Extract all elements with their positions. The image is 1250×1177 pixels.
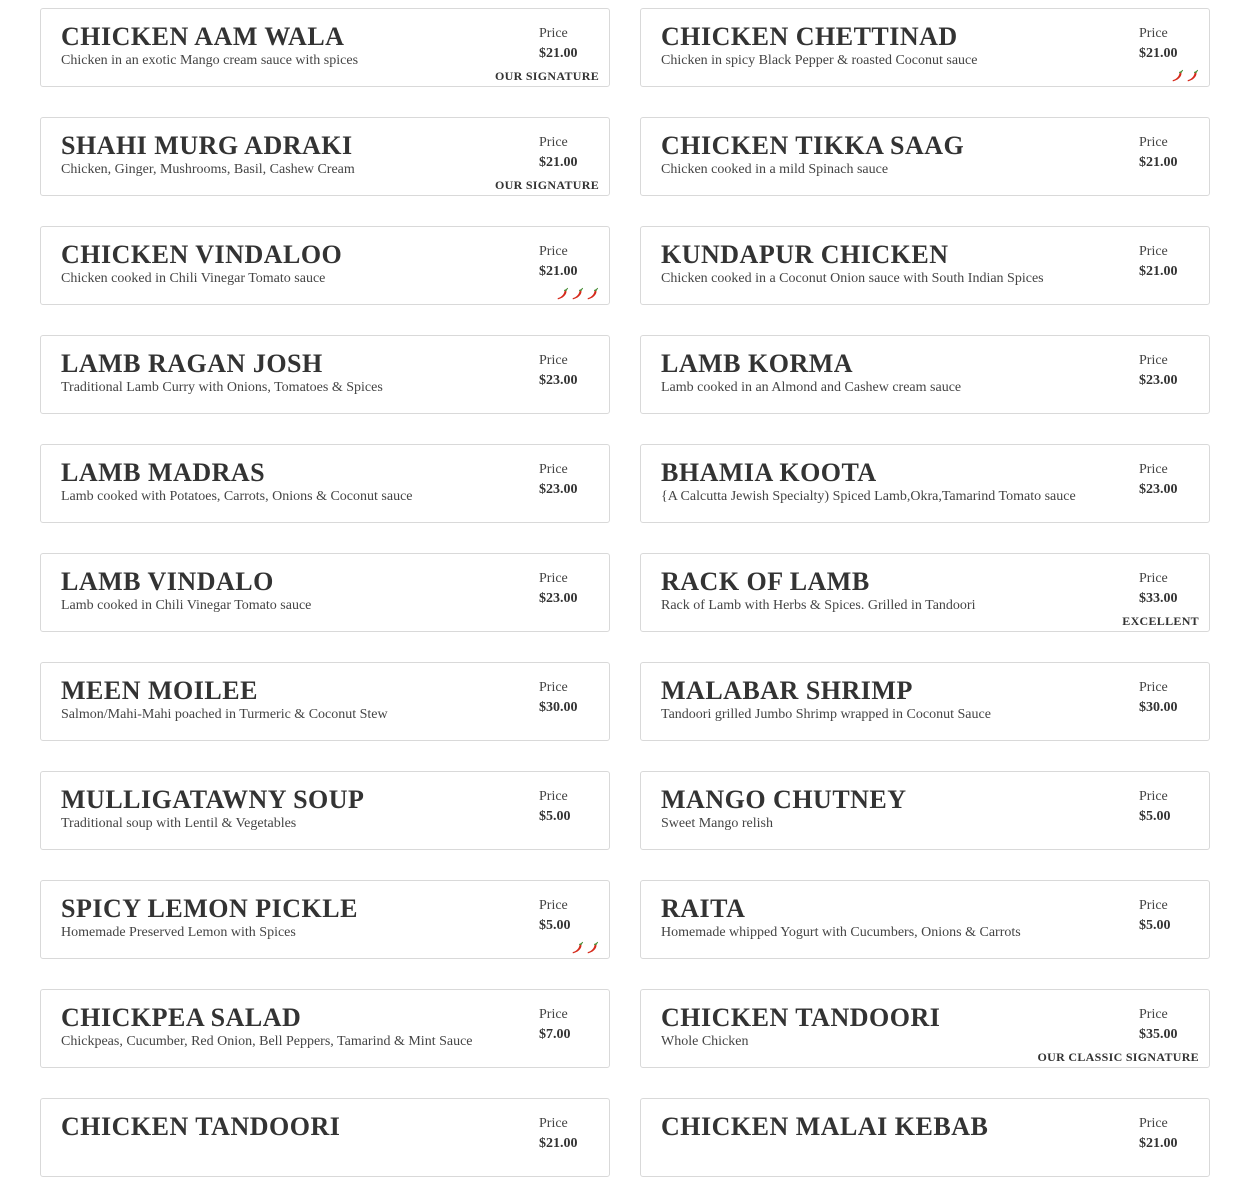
price-label: Price — [539, 244, 568, 259]
menu-item-card[interactable] — [640, 771, 1210, 850]
menu-item-name: CHICKEN VINDALOO — [61, 240, 343, 269]
menu-item-name: MULLIGATAWNY SOUP — [61, 785, 365, 814]
chili-pepper-icon — [571, 287, 584, 300]
menu-item-price: $30.00 — [539, 700, 578, 715]
price-label: Price — [539, 1007, 568, 1022]
price-label: Price — [1139, 898, 1168, 913]
price-label: Price — [1139, 135, 1168, 150]
menu-item-description: Chicken cooked in a mild Spinach sauce — [661, 162, 889, 177]
menu-item-name: KUNDAPUR CHICKEN — [661, 240, 949, 269]
menu-item-card[interactable] — [640, 662, 1210, 741]
menu-item-price: $5.00 — [539, 809, 571, 824]
menu-item-name: BHAMIA KOOTA — [661, 458, 877, 487]
menu-item-description: Chicken cooked in a Coconut Onion sauce with South Indian Spices — [661, 271, 1044, 286]
menu-item-badge: OUR SIGNATURE — [494, 178, 599, 192]
menu-item-name: MALABAR SHRIMP — [661, 676, 913, 705]
menu-item-card[interactable] — [40, 8, 610, 87]
menu-item-name: LAMB VINDALO — [61, 567, 274, 596]
menu-item-card[interactable] — [40, 226, 610, 305]
menu-item-card[interactable] — [40, 771, 610, 850]
menu-item-price: $30.00 — [1139, 700, 1178, 715]
price-label: Price — [539, 462, 568, 477]
price-label: Price — [539, 680, 568, 695]
menu-item-description: Tandoori grilled Jumbo Shrimp wrapped in Coconut Sauce — [661, 707, 991, 722]
price-label: Price — [539, 898, 568, 913]
menu-item-price: $5.00 — [1139, 809, 1171, 824]
menu-item-card[interactable] — [40, 989, 610, 1068]
menu-item-price: $33.00 — [1139, 591, 1178, 606]
price-label: Price — [539, 1116, 568, 1131]
menu-item-name: SPICY LEMON PICKLE — [61, 894, 358, 923]
menu-item-price: $5.00 — [539, 918, 571, 933]
price-label: Price — [1139, 353, 1168, 368]
menu-item-description: Chicken in spicy Black Pepper & roasted Coconut sauce — [661, 53, 978, 68]
menu-item-description: {A Calcutta Jewish Specialty) Spiced Lamb,Okra,Tamarind Tomato sauce — [661, 489, 1076, 504]
menu-item-price: $35.00 — [1139, 1027, 1178, 1042]
menu-item-name: RACK OF LAMB — [661, 567, 870, 596]
menu-item-card[interactable] — [640, 880, 1210, 959]
price-label: Price — [1139, 1007, 1168, 1022]
menu-item-price: $23.00 — [1139, 482, 1178, 497]
chili-pepper-icon — [586, 287, 599, 300]
spice-level — [571, 939, 599, 955]
menu-item-price: $21.00 — [539, 264, 578, 279]
menu-item-price: $23.00 — [539, 482, 578, 497]
menu-item-description: Chicken cooked in Chili Vinegar Tomato sauce — [61, 271, 326, 286]
price-label: Price — [1139, 1116, 1168, 1131]
chili-pepper-icon — [1186, 69, 1199, 82]
menu-item-price: $21.00 — [1139, 1136, 1178, 1151]
menu-item-card[interactable] — [640, 8, 1210, 87]
menu-item-name: CHICKEN AAM WALA — [61, 22, 345, 51]
menu-item-name: MEEN MOILEE — [61, 676, 258, 705]
menu-item-description: Traditional soup with Lentil & Vegetables — [61, 816, 297, 831]
menu-item-name: CHICKEN TIKKA SAAG — [661, 131, 965, 160]
price-label: Price — [539, 353, 568, 368]
price-label: Price — [539, 26, 568, 41]
menu-item-name: CHICKPEA SALAD — [61, 1003, 302, 1032]
price-label: Price — [1139, 26, 1168, 41]
menu-item-name: LAMB KORMA — [661, 349, 854, 378]
menu-item-description: Homemade Preserved Lemon with Spices — [61, 925, 296, 940]
menu-item-price: $7.00 — [539, 1027, 571, 1042]
menu-item-card[interactable] — [640, 226, 1210, 305]
menu-item-price: $23.00 — [539, 591, 578, 606]
menu-item-description: Whole Chicken — [661, 1034, 749, 1049]
price-label: Price — [539, 571, 568, 586]
menu-item-card[interactable] — [640, 553, 1210, 632]
menu-item-name: CHICKEN TANDOORI — [61, 1112, 341, 1141]
menu-item-name: CHICKEN MALAI KEBAB — [661, 1112, 989, 1141]
menu-item-name: RAITA — [661, 894, 746, 923]
menu-item-description: Sweet Mango relish — [661, 816, 773, 831]
menu-item-price: $21.00 — [539, 155, 578, 170]
price-label: Price — [539, 789, 568, 804]
menu-item-price: $21.00 — [539, 46, 578, 61]
menu-item-price: $21.00 — [1139, 264, 1178, 279]
menu-item-name: LAMB MADRAS — [61, 458, 266, 487]
menu-item-card[interactable] — [640, 335, 1210, 414]
menu-item-price: $21.00 — [1139, 155, 1178, 170]
menu-item-card[interactable] — [40, 662, 610, 741]
spice-level — [1171, 67, 1199, 83]
menu-item-description: Chicken in an exotic Mango cream sauce with spices — [61, 53, 359, 68]
menu-item-badge: EXCELLENT — [1122, 614, 1199, 628]
menu-item-name: CHICKEN CHETTINAD — [661, 22, 958, 51]
chili-pepper-icon — [556, 287, 569, 300]
menu-item-card[interactable] — [40, 553, 610, 632]
chili-pepper-icon — [571, 941, 584, 954]
menu-item-card[interactable] — [40, 335, 610, 414]
menu-item-badge: OUR SIGNATURE — [494, 69, 599, 83]
menu-item-card[interactable] — [40, 444, 610, 523]
price-label: Price — [539, 135, 568, 150]
menu-item-name: MANGO CHUTNEY — [661, 785, 907, 814]
menu-item-name: SHAHI MURG ADRAKI — [61, 131, 353, 160]
price-label: Price — [1139, 789, 1168, 804]
menu-item-description: Chicken, Ginger, Mushrooms, Basil, Cashew Cream — [61, 162, 355, 177]
menu-item-price: $21.00 — [539, 1136, 578, 1151]
chili-pepper-icon — [586, 941, 599, 954]
menu-item-card[interactable] — [640, 444, 1210, 523]
menu-item-card[interactable] — [40, 880, 610, 959]
menu-item-card[interactable] — [640, 1098, 1210, 1177]
menu-item-card[interactable] — [640, 117, 1210, 196]
menu-item-price: $23.00 — [539, 373, 578, 388]
menu-item-card[interactable] — [40, 1098, 610, 1177]
menu-item-description: Rack of Lamb with Herbs & Spices. Grilled in Tandoori — [661, 598, 976, 613]
menu-item-price: $5.00 — [1139, 918, 1171, 933]
price-label: Price — [1139, 680, 1168, 695]
spice-level — [556, 285, 599, 301]
menu-item-description: Traditional Lamb Curry with Onions, Tomatoes & Spices — [61, 380, 383, 395]
menu-item-name: CHICKEN TANDOORI — [661, 1003, 941, 1032]
price-label: Price — [1139, 571, 1168, 586]
menu-item-description: Homemade whipped Yogurt with Cucumbers, Onions & Carrots — [661, 925, 1021, 940]
menu-item-description: Chickpeas, Cucumber, Red Onion, Bell Peppers, Tamarind & Mint Sauce — [61, 1034, 473, 1049]
menu-item-price: $21.00 — [1139, 46, 1178, 61]
menu-item-card[interactable] — [640, 989, 1210, 1068]
menu-item-description: Lamb cooked in Chili Vinegar Tomato sauce — [61, 598, 312, 613]
menu-item-description: Lamb cooked in an Almond and Cashew cream sauce — [661, 380, 962, 395]
price-label: Price — [1139, 462, 1168, 477]
menu-item-name: LAMB RAGAN JOSH — [61, 349, 323, 378]
menu-item-card[interactable] — [40, 117, 610, 196]
menu-item-price: $23.00 — [1139, 373, 1178, 388]
chili-pepper-icon — [1171, 69, 1184, 82]
price-label: Price — [1139, 244, 1168, 259]
menu-item-description: Salmon/Mahi-Mahi poached in Turmeric & Coconut Stew — [61, 707, 388, 722]
menu-grid — [40, 8, 1210, 1177]
menu-item-description: Lamb cooked with Potatoes, Carrots, Onions & Coconut sauce — [61, 489, 413, 504]
menu-item-badge: OUR CLASSIC SIGNATURE — [1037, 1050, 1199, 1064]
